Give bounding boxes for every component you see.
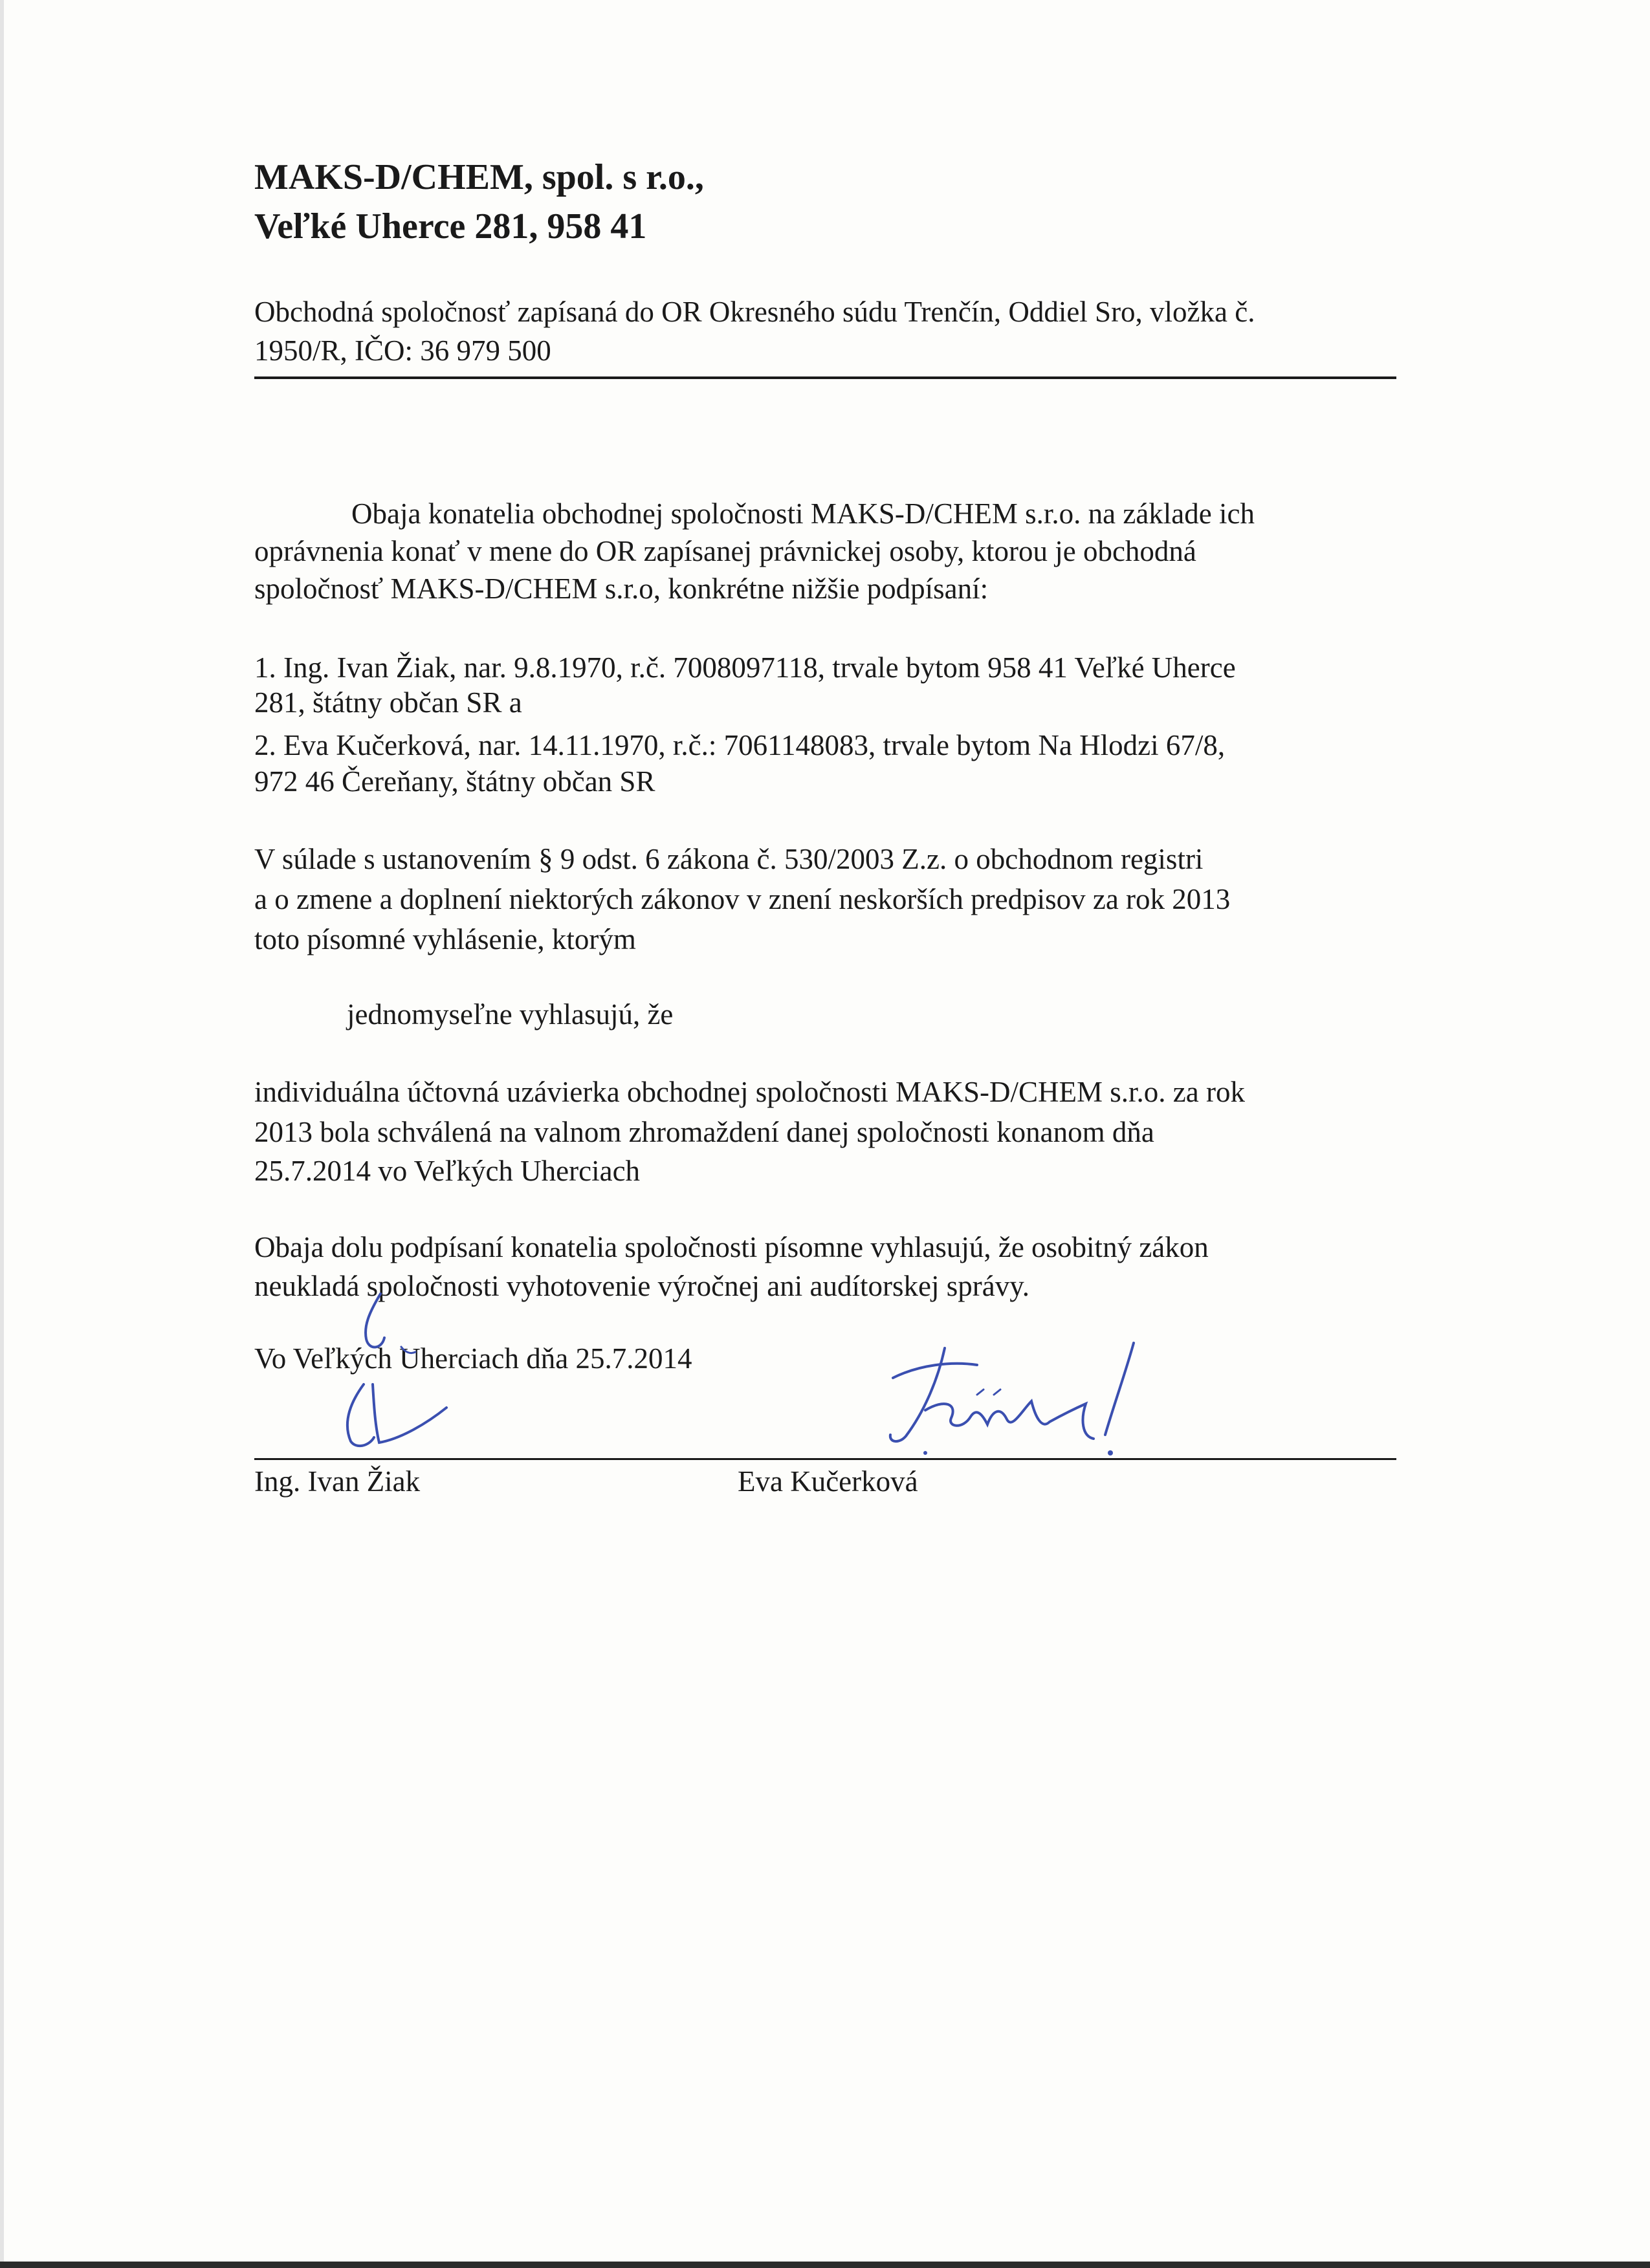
company-name: MAKS-D/CHEM, spol. s r.o., — [254, 157, 704, 197]
company-address: Veľké Uherce 281, 958 41 — [254, 206, 647, 246]
legal-basis-line-3: toto písomné vyhlásenie, ktorým — [254, 923, 636, 955]
signatory-left-name: Ing. Ivan Žiak — [254, 1465, 421, 1498]
place-date: Vo Veľkých Uherciach dňa 25.7.2014 — [254, 1342, 692, 1375]
legal-basis-line-1: V súlade s ustanovením § 9 odst. 6 zákona č. 530/2003 Z.z. o obchodnom registri — [254, 843, 1204, 875]
declaration-text: jednomyseľne vyhlasujú, že — [347, 998, 674, 1030]
registration-line-2: 1950/R, IČO: 36 979 500 — [254, 334, 551, 367]
signatory-1-line-2: 281, štátny občan SR a — [254, 686, 522, 719]
header-divider — [254, 376, 1396, 379]
intro-line-1: Obaja konatelia obchodnej spoločnosti MAKS-D/CHEM s.r.o. na základe ich — [351, 497, 1255, 530]
signatory-right-name: Eva Kučerková — [738, 1465, 918, 1498]
intro-line-3: spoločnosť MAKS-D/CHEM s.r.o, konkrétne nižšie podpísaní: — [254, 572, 989, 605]
signature-line — [254, 1458, 1396, 1460]
intro-line-2: oprávnenia konať v mene do OR zapísanej právnickej osoby, ktorou je obchodná — [254, 535, 1196, 567]
scan-bottom-edge — [0, 2262, 1650, 2268]
approval-line-1: individuálna účtovná uzávierka obchodnej spoločnosti MAKS-D/CHEM s.r.o. za rok — [254, 1076, 1245, 1108]
signatory-2-line-1: 2. Eva Kučerková, nar. 14.11.1970, r.č.: 7061148083, trvale bytom Na Hlodzi 67/8, — [254, 729, 1226, 761]
signatory-2-line-2: 972 46 Čereňany, štátny občan SR — [254, 765, 655, 798]
scan-left-edge — [0, 0, 4, 2268]
no-report-line-2: neukladá spoločnosti vyhotovenie výročnej ani audítorskej správy. — [254, 1270, 1030, 1302]
signature-kucerkova-icon — [880, 1339, 1152, 1462]
signatory-1-line-1: 1. Ing. Ivan Žiak, nar. 9.8.1970, r.č. 7008097118, trvale bytom 958 41 Veľké Uherce — [254, 651, 1236, 684]
registration-line-1: Obchodná spoločnosť zapísaná do OR Okresného súdu Trenčín, Oddiel Sro, vložka č. — [254, 296, 1255, 328]
approval-line-2: 2013 bola schválená na valnom zhromaždení danej spoločnosti konanom dňa — [254, 1116, 1154, 1148]
legal-basis-line-2: a o zmene a doplnení niektorých zákonov v znení neskorších predpisov za rok 2013 — [254, 883, 1231, 915]
approval-line-3: 25.7.2014 vo Veľkých Uherciach — [254, 1155, 641, 1187]
signature-ziak-icon — [304, 1287, 472, 1456]
no-report-line-1: Obaja dolu podpísaní konatelia spoločnosti písomne vyhlasujú, že osobitný zákon — [254, 1231, 1209, 1263]
